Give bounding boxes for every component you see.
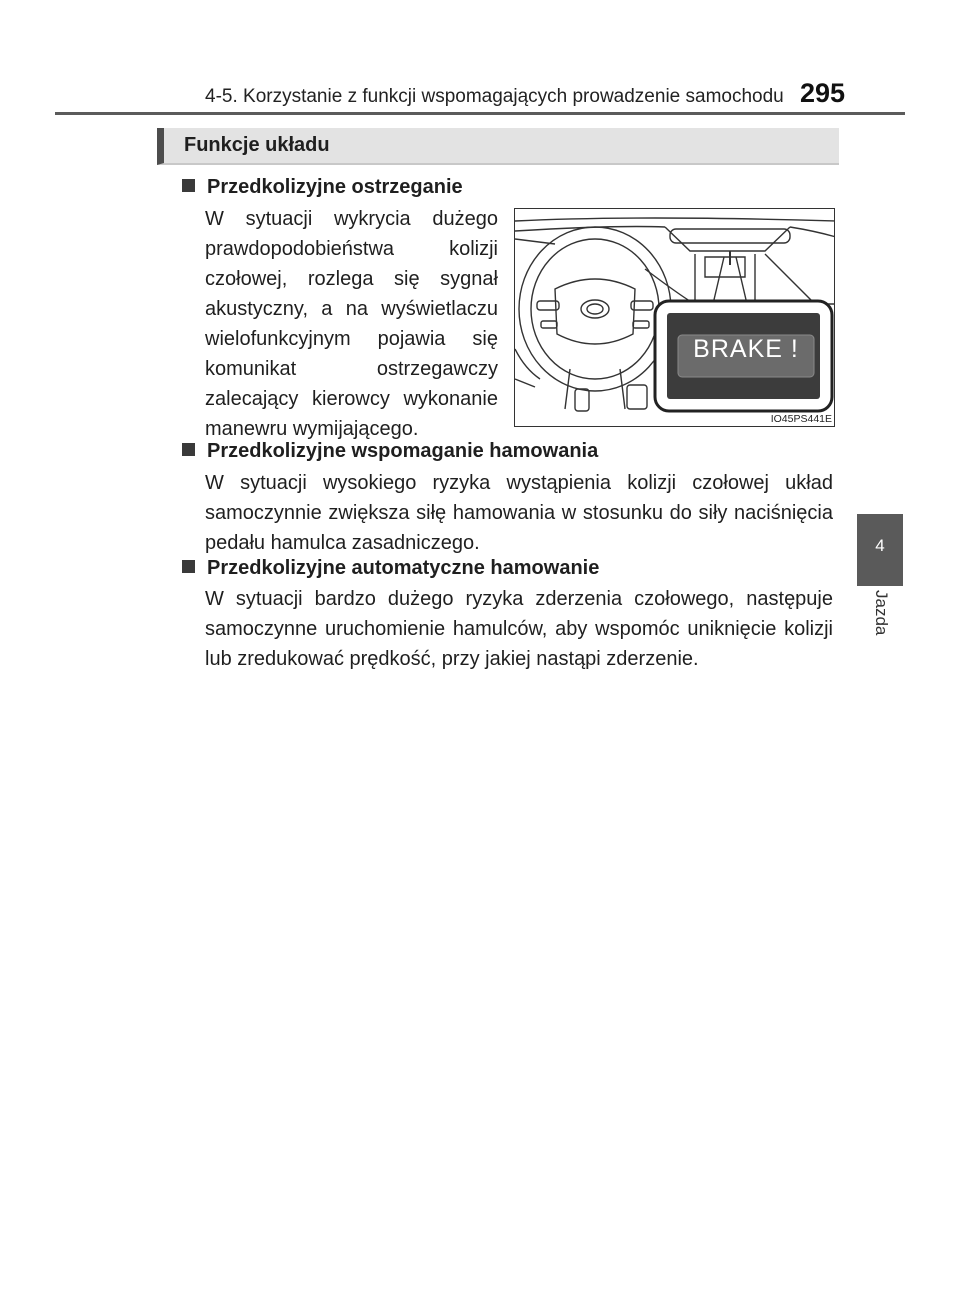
subheading-text: Przedkolizyjne ostrzeganie	[207, 176, 463, 198]
header-divider	[55, 112, 905, 115]
chapter-tab	[857, 514, 903, 586]
paragraph-precollision-warning: W sytuacji wykrycia dużego prawdopodobieństwa kolizji czołowej, rozlega się sygnał akustyczny, a na wyświetlaczu wielofunkcyjnym pojawia się komunikat ostrzegawczy zalecający kierowcy wykonanie manewru wymijającego.	[205, 208, 498, 440]
subheading-precollision-warning	[182, 176, 463, 199]
section-title: Funkcje układu	[184, 134, 330, 156]
figure-code: IO45PS441E	[770, 413, 832, 425]
page-header-title: 4-5. Korzystanie z funkcji wspomagających prowadzenie samochodu	[205, 86, 784, 107]
square-bullet-icon	[182, 560, 195, 573]
paragraph-precollision-brake-assist: W sytuacji wysokiego ryzyka wystąpienia kolizji czołowej układ samoczynnie zwiększa siłę hamowania w stosunku do siły naciśnięcia pedału hamulca zasadniczego.	[205, 472, 833, 554]
section-header	[157, 128, 839, 165]
dashboard-drawing	[515, 209, 835, 427]
subheading-text: Przedkolizyjne automatyczne hamowanie	[207, 557, 600, 579]
subheading-precollision-brake-assist	[182, 440, 598, 463]
square-bullet-icon	[182, 179, 195, 192]
subheading-text: Przedkolizyjne wspomaganie hamowania	[207, 440, 599, 462]
chapter-label: Jazda	[872, 590, 891, 636]
square-bullet-icon	[182, 443, 195, 456]
brake-warning-message: BRAKE !	[693, 335, 799, 363]
paragraph-precollision-auto-braking: W sytuacji bardzo dużego ryzyka zderzenia czołowego, następuje samoczynne uruchomienie hamulców, aby wspomóc uniknięcie kolizji lub zredukować prędkość, przy jakiej nastąpi zderzenie.	[205, 588, 833, 670]
page-number: 295	[800, 78, 846, 108]
chapter-number: 4	[875, 536, 885, 555]
subheading-precollision-auto-braking	[182, 557, 599, 580]
dashboard-illustration	[514, 208, 835, 427]
